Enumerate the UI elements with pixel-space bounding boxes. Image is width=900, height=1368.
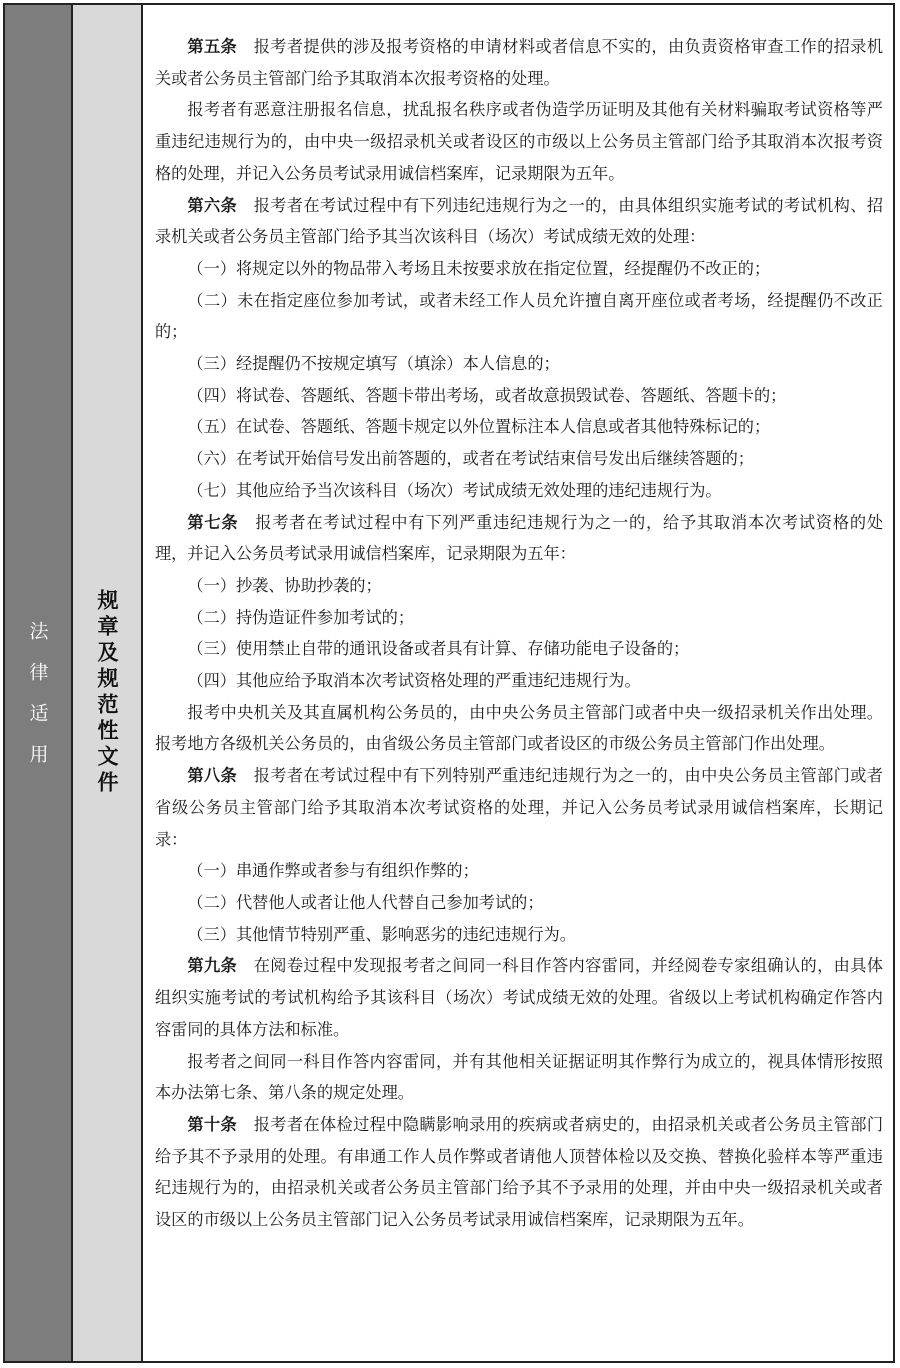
paragraph-text: （二）未在指定座位参加考试，或者未经工作人员允许擅自离开座位或者考场，经提醒仍不改正的； [155, 290, 883, 342]
paragraph [155, 1109, 883, 1236]
paragraph-text: （二）持伪造证件参加考试的； [187, 607, 415, 627]
left-category-column [5, 5, 73, 1361]
paragraph [155, 919, 883, 951]
paragraph-text: 报考者在体检过程中隐瞒影响录用的疾病或者病史的，由招录机关或者公务员主管部门给予其不予录用的处理。有串通工作人员作弊或者请他人顶替体检以及交换、替换化验样本等严重违纪违规行为的，由招录机关或者公务员主管部门给予其不予录用的处理，并由中央一级招录机关或者设区的市级以上公务员主管部门记入公务员考试录用诚信档案库，记录期限为五年。 [155, 1114, 884, 1230]
paragraph [155, 855, 883, 887]
article-heading: 第十条 [187, 1114, 238, 1134]
paragraph-text: （六）在考试开始信号发出前答题的，或者在考试结束信号发出后继续答题的； [187, 449, 754, 469]
paragraph-text: 报考者在考试过程中有下列违纪违规行为之一的，由具体组织实施考试的考试机构、招录机关或者公务员主管部门给予其当次该科目（场次）考试成绩无效的处理： [155, 195, 884, 247]
paragraph [155, 602, 883, 634]
paragraph [155, 950, 883, 1045]
paragraph-text: （一）抄袭、协助抄袭的； [187, 575, 382, 595]
paragraph [155, 760, 883, 855]
paragraph-text: 报考者在考试过程中有下列严重违纪违规行为之一的，给予其取消本次考试资格的处理，并记入公务员考试录用诚信档案库，记录期限为五年： [155, 512, 884, 564]
paragraph [155, 507, 883, 570]
paragraph [155, 190, 883, 253]
article-heading: 第七条 [187, 512, 239, 532]
paragraph [155, 570, 883, 602]
paragraph-text: 报考者有恶意注册报名信息，扰乱报名秩序或者伪造学历证明及其他有关材料骗取考试资格等严重违纪违规行为的，由中央一级招录机关或者设区的市级以上公务员主管部门给予其取消本次报考资格的处理，并记入公务员考试录用诚信档案库，记录期限为五年。 [155, 100, 883, 183]
paragraph-text: （四）将试卷、答题纸、答题卡带出考场，或者故意损毁试卷、答题纸、答题卡的； [187, 385, 787, 405]
paragraph-text: 在阅卷过程中发现报考者之间同一科目作答内容雷同，并经阅卷专家组确认的，由具体组织实施考试的考试机构给予其该科目（场次）考试成绩无效的处理。省级以上考试机构确定作答内容雷同的具体方法和标准。 [155, 956, 884, 1039]
paragraph-text: 报考者之间同一科目作答内容雷同，并有其他相关证据证明其作弊行为成立的，视具体情形按照本办法第七条、第八条的规定处理。 [155, 1051, 883, 1103]
left-category-label: 法律适用 [26, 621, 49, 785]
paragraph-text: （三）其他情节特别严重、影响恶劣的违纪违规行为。 [187, 924, 576, 944]
article-heading: 第六条 [187, 195, 238, 215]
paragraph [155, 380, 883, 412]
paragraph [155, 348, 883, 380]
paragraph [155, 1046, 883, 1109]
paragraph [155, 697, 883, 760]
paragraph-text: （一）将规定以外的物品带入考场且未按要求放在指定位置，经提醒仍不改正的； [187, 258, 771, 278]
paragraph-text: 报考者在考试过程中有下列特别严重违纪违规行为之一的，由中央公务员主管部门或者省级公务员主管部门给予其取消本次考试资格的处理，并记入公务员考试录用诚信档案库，长期记录： [155, 766, 884, 849]
article-heading: 第五条 [187, 37, 238, 56]
paragraph-text: （三）经提醒仍不按规定填写（填涂）本人信息的； [187, 354, 560, 374]
paragraph [155, 253, 883, 285]
document-table [3, 3, 895, 1363]
paragraph-text: （二）代替他人或者让他人代替自己参加考试的； [187, 892, 544, 912]
regulation-text [143, 5, 893, 1361]
paragraph [155, 31, 883, 94]
paragraph-text: （五）在试卷、答题纸、答题卡规定以外位置标注本人信息或者其他特殊标记的； [187, 417, 771, 437]
paragraph-text: （四）其他应给予取消本次考试资格处理的严重违纪违规行为。 [187, 671, 641, 691]
paragraph [155, 94, 883, 189]
paragraph-text: 报考者提供的涉及报考资格的申请材料或者信息不实的，由负责资格审查工作的招录机关或者公务员主管部门给予其取消本次报考资格的处理。 [155, 37, 884, 88]
paragraph [155, 411, 883, 443]
article-heading: 第九条 [187, 956, 238, 976]
paragraph-text: 报考中央机关及其直属机构公务员的，由中央公务员主管部门或者中央一级招录机关作出处理。报考地方各级机关公务员的，由省级公务员主管部门或者设区的市级公务员主管部门作出处理。 [155, 702, 883, 754]
sub-category-column [73, 5, 143, 1361]
article-heading: 第八条 [187, 766, 238, 786]
paragraph-text: （七）其他应给予当次该科目（场次）考试成绩无效处理的违纪违规行为。 [187, 480, 722, 500]
paragraph [155, 285, 883, 348]
paragraph [155, 443, 883, 475]
paragraph-text: （一）串通作弊或者参与有组织作弊的； [187, 861, 479, 881]
sub-category-label: 规章及规范性文件 [95, 589, 119, 797]
paragraph-text: （三）使用禁止自带的通讯设备或者具有计算、存储功能电子设备的； [187, 639, 690, 659]
paragraph [155, 475, 883, 507]
paragraph [155, 633, 883, 665]
paragraph [155, 665, 883, 697]
paragraph [155, 887, 883, 919]
